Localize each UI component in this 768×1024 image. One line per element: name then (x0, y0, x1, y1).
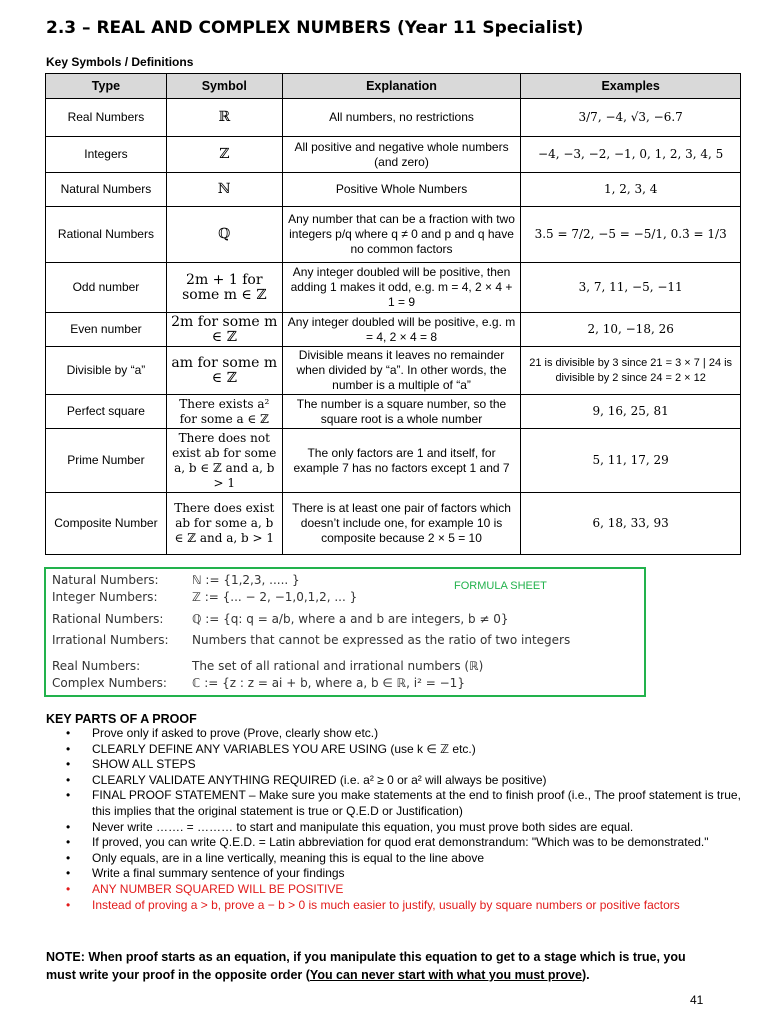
cell-symbol: There exists a² for some a ∈ ℤ (166, 395, 282, 429)
cell-examples: 9, 16, 25, 81 (521, 395, 741, 429)
cell-examples: 3/7, −4, √3, −6.7 (521, 99, 741, 137)
table-row (46, 137, 741, 173)
cell-type: Even number (46, 313, 167, 347)
proof-item: • Write a final summary sentence of your findings (92, 866, 752, 882)
page-title: 2.3 – REAL AND COMPLEX NUMBERS (Year 11 Specialist) (46, 18, 584, 38)
header-explanation: Explanation (282, 74, 521, 99)
formula-name: Integer Numbers: (52, 590, 158, 604)
cell-type: Real Numbers (46, 99, 167, 137)
proof-item-highlight: • ANY NUMBER SQUARED WILL BE POSITIVE (92, 882, 752, 898)
page-number: 41 (690, 993, 704, 1007)
cell-examples: 21 is divisible by 3 since 21 = 3 × 7 | 24 is divisible by 2 since 24 = 2 × 12 (521, 347, 741, 395)
cell-type: Divisible by “a” (46, 347, 167, 395)
cell-explanation: Any integer doubled will be positive, then adding 1 makes it odd, e.g. m = 4, 2 × 4 + 1 = 9 (282, 263, 521, 313)
note-underlined: You can never start with what you must prove (309, 968, 582, 982)
definitions-subheading: Key Symbols / Definitions (46, 55, 194, 69)
table-row (46, 263, 741, 313)
note-end: ). (581, 968, 590, 982)
table-row (46, 207, 741, 263)
table-row (46, 429, 741, 493)
formula-sheet-label: FORMULA SHEET (454, 580, 547, 592)
note-text: NOTE: When proof starts as an equation, if you manipulate this equation to get to a stage which is true, you must write your proof in the opposite order ( (46, 950, 686, 982)
formula-def: ℕ := {1,2,3, ..... } (192, 573, 300, 587)
cell-symbol: There does not exist ab for some a, b ∈ ℤ and a, b > 1 (166, 429, 282, 493)
cell-symbol: ℝ (166, 99, 282, 137)
proof-item: • FINAL PROOF STATEMENT – Make sure you make statements at the end to finish proof (i.e., The proof statement is true, this implies that the original statement is true or Q.E.D or Justification) (92, 788, 752, 819)
proof-item-highlight: • Instead of proving a > b, prove a − b > 0 is much easier to justify, usually by square numbers or positive factors (92, 898, 752, 914)
formula-def: ℂ := {z : z = ai + b, where a, b ∈ ℝ, i² = −1} (192, 676, 465, 690)
proof-note (46, 948, 718, 984)
definitions-table (45, 73, 741, 555)
header-examples: Examples (521, 74, 741, 99)
formula-name: Real Numbers: (52, 659, 141, 673)
cell-examples: −4, −3, −2, −1, 0, 1, 2, 3, 4, 5 (521, 137, 741, 173)
cell-symbol: 2m for some m ∈ ℤ (166, 313, 282, 347)
cell-examples: 6, 18, 33, 93 (521, 493, 741, 555)
proof-item: • Prove only if asked to prove (Prove, clearly show etc.) (92, 726, 752, 742)
cell-type: Rational Numbers (46, 207, 167, 263)
proof-item: • CLEARLY VALIDATE ANYTHING REQUIRED (i.e. a² ≥ 0 or a² will always be positive) (92, 773, 752, 789)
table-row (46, 493, 741, 555)
cell-type: Prime Number (46, 429, 167, 493)
proof-list (46, 726, 752, 913)
proof-item: • SHOW ALL STEPS (92, 757, 752, 773)
formula-row (52, 612, 509, 626)
proof-heading: KEY PARTS OF A PROOF (46, 712, 197, 726)
table-row (46, 99, 741, 137)
proof-item: • CLEARLY DEFINE ANY VARIABLES YOU ARE USING (use k ∈ ℤ etc.) (92, 742, 752, 758)
cell-explanation: The number is a square number, so the square root is a whole number (282, 395, 521, 429)
cell-symbol: 2m + 1 for some m ∈ ℤ (166, 263, 282, 313)
table-row (46, 173, 741, 207)
cell-explanation: Any integer doubled will be positive, e.g. m = 4, 2 × 4 = 8 (282, 313, 521, 347)
formula-row (52, 659, 483, 673)
cell-symbol: ℚ (166, 207, 282, 263)
formula-def: Numbers that cannot be expressed as the ratio of two integers (192, 633, 571, 647)
cell-examples: 3, 7, 11, −5, −11 (521, 263, 741, 313)
cell-explanation: The only factors are 1 and itself, for example 7 has no factors except 1 and 7 (282, 429, 521, 493)
cell-symbol: ℤ (166, 137, 282, 173)
formula-name: Complex Numbers: (52, 676, 167, 690)
formula-def: ℤ := {... − 2, −1,0,1,2, ... } (192, 590, 358, 604)
cell-examples: 1, 2, 3, 4 (521, 173, 741, 207)
cell-explanation: Positive Whole Numbers (282, 173, 521, 207)
formula-row (52, 676, 465, 690)
formula-row (52, 590, 357, 604)
cell-examples: 5, 11, 17, 29 (521, 429, 741, 493)
formula-def: ℚ := {q: q = a/b, where a and b are integers, b ≠ 0} (192, 612, 509, 626)
cell-type: Composite Number (46, 493, 167, 555)
table-row (46, 395, 741, 429)
cell-explanation: All numbers, no restrictions (282, 99, 521, 137)
cell-symbol: ℕ (166, 173, 282, 207)
cell-explanation: All positive and negative whole numbers (and zero) (282, 137, 521, 173)
cell-explanation: There is at least one pair of factors which doesn’t include one, for example 10 is composite because 2 × 5 = 10 (282, 493, 521, 555)
header-type: Type (46, 74, 167, 99)
cell-examples: 2, 10, −18, 26 (521, 313, 741, 347)
formula-name: Natural Numbers: (52, 573, 159, 587)
formula-row (52, 573, 300, 587)
cell-type: Natural Numbers (46, 173, 167, 207)
formula-def: The set of all rational and irrational numbers (ℝ) (192, 659, 484, 673)
table-row (46, 313, 741, 347)
proof-item: • Only equals, are in a line vertically, meaning this is equal to the line above (92, 851, 752, 867)
cell-explanation: Any number that can be a fraction with two integers p/q where q ≠ 0 and p and q have no common factors (282, 207, 521, 263)
cell-type: Odd number (46, 263, 167, 313)
cell-type: Perfect square (46, 395, 167, 429)
cell-explanation: Divisible means it leaves no remainder when divided by “a”. In other words, the number is a multiple of “a” (282, 347, 521, 395)
formula-name: Irrational Numbers: (52, 633, 169, 647)
formula-row (52, 633, 570, 647)
formula-sheet-box (44, 567, 646, 697)
cell-examples: 3.5 = 7/2, −5 = −5/1, 0.3̇ = 1/3 (521, 207, 741, 263)
cell-symbol: am for some m ∈ ℤ (166, 347, 282, 395)
table-row (46, 347, 741, 395)
cell-type: Integers (46, 137, 167, 173)
proof-item: • If proved, you can write Q.E.D. = Latin abbreviation for quod erat demonstrandum: "Which was to be demonstrated." (92, 835, 752, 851)
cell-symbol: There does exist ab for some a, b ∈ ℤ and a, b > 1 (166, 493, 282, 555)
header-symbol: Symbol (166, 74, 282, 99)
formula-name: Rational Numbers: (52, 612, 164, 626)
table-header-row (46, 74, 741, 99)
proof-item: • Never write ……. = ……… to start and manipulate this equation, you must prove both sides are equal. (92, 820, 752, 836)
